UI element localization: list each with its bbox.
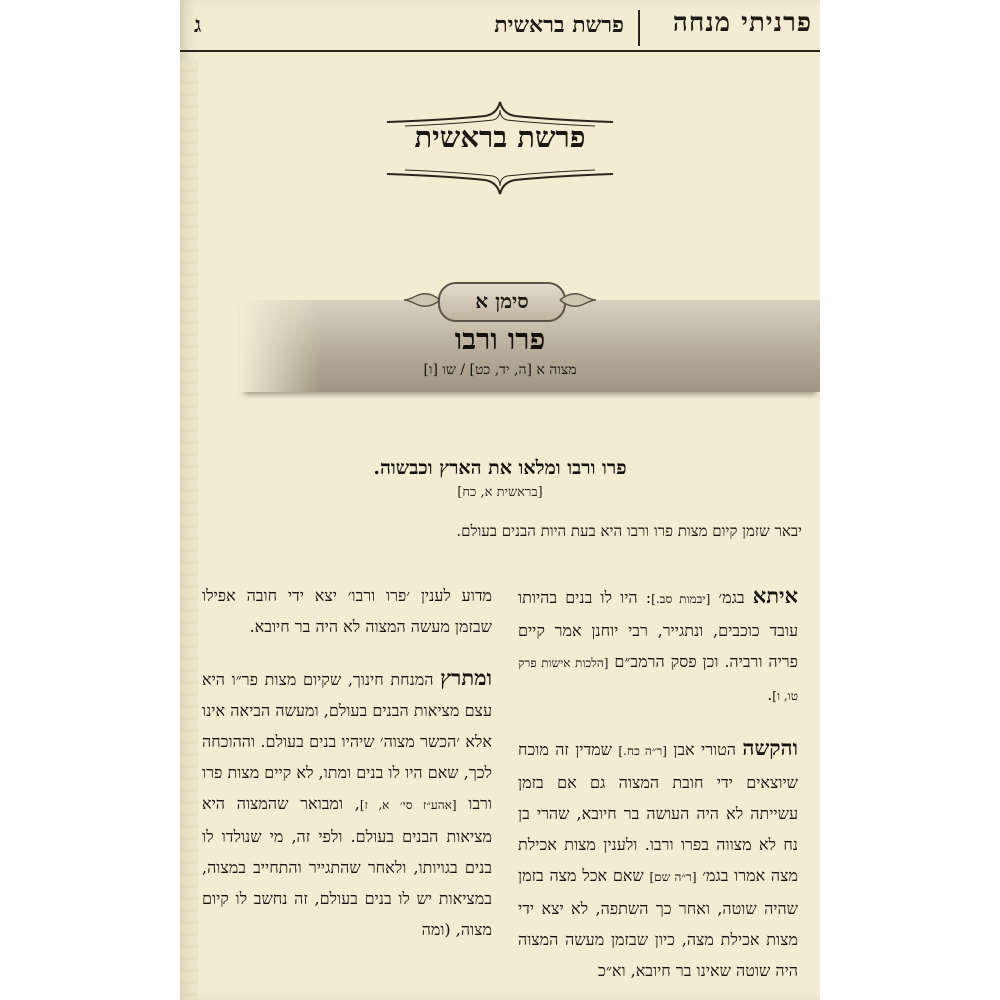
paragraph: ומתרץ המנחת חינוך, שקיום מצות פר״ו היא עצם מציאות הבנים בעולם, ומעשה הביאה אינו אלא ׳הכשר מצוה׳ שיהיו בנים בעולם. וההוכחה לכך, שאם היו לו בנים ומתו, לא קיים מצות פרו ורבו [אהע״ז סי׳ א, ז], ומבואר שהמצוה היא מציאות הבנים בעולם. ולפי זה, מי שנולדו לו בנים בגויותו, ולאחר שהתגייר והתחייב במצוה, במציאות יש לו בנים בעולם, זה נחשב לו קיום מצוה, (ומה <box>202 665 493 939</box>
paragraph: והקשה הטורי אבן [ר״ה כח.] שמדין זה מוכח שיוצאים ידי חובת המצוה גם אם בזמן עשייתה לא היה העושה בר חיובא, שהרי בן נח לא מצווה בפרו ורבו. ולענין מצות אכילת מצה אמרו בגמ׳ [ר״ה שם] שאם אכל מצה בזמן שהיה שוטה, ואחר כך השתפה, לא יצא ידי מצות אכילת מצה, כיון שבזמן מעשה המצוה היה שוטה שאינו בר חיובא, וא״כ <box>518 735 798 980</box>
running-header <box>180 0 820 52</box>
lead-word: איתא <box>752 583 798 608</box>
citation: [ר״ה כח.] <box>618 744 667 758</box>
text-column-right <box>518 580 798 986</box>
siman-ornament-icon <box>402 288 442 312</box>
citation: [ר״ה שם] <box>649 870 697 884</box>
header-separator <box>638 10 640 46</box>
mitzva-title: פרו ורבו <box>454 322 546 356</box>
mitzva-reference: מצוה א [ה, יד, כט] / שו [ו] <box>423 362 577 378</box>
citation: [אהע״ז סי׳ א, ז] <box>359 798 457 812</box>
page-number: ג <box>194 12 202 38</box>
book-page <box>180 0 820 1000</box>
verse-text: פרו ורבו ומלאו את הארץ וכבשוה. <box>373 457 627 479</box>
verse-source: [בראשית א, כח] <box>457 485 543 500</box>
bottom-ornament-icon <box>385 168 615 198</box>
book-title: פרניתי מנחה <box>672 8 812 38</box>
lead-word: ומתרץ <box>440 665 492 690</box>
summary-line: יבאר שזמן קיום מצות פרו ורבו היא בעת היות הבנים בעולם. <box>456 522 802 540</box>
bleed-through-shadow <box>180 60 198 1000</box>
paragraph: איתא בגמ׳ [יבמות סב.]: היו לו בנים בהיותו עובד כוכבים, ונתגייר, רבי יוחנן אמר קיים פריה ורביה. וכן פסק הרמב״ם [הלכות אישות פרק טו, ו]. <box>518 583 799 704</box>
paragraph: מדוע לענין ׳פרו ורבו׳ יצא ידי חובה אפילו שבזמן מעשה המצוה לא היה בר חיובא. <box>202 586 492 636</box>
siman-label: סימן א <box>438 282 566 322</box>
text-column-left <box>202 580 492 945</box>
citation: [יבמות סב.] <box>651 592 711 606</box>
lead-word: והקשה <box>742 735 798 760</box>
parsha-title: פרשת בראשית <box>414 120 586 154</box>
header-parsha: פרשת בראשית <box>494 12 624 38</box>
citation: [הלכות אישות פרק טו, ו] <box>518 656 798 703</box>
siman-ornament-icon <box>558 288 598 312</box>
